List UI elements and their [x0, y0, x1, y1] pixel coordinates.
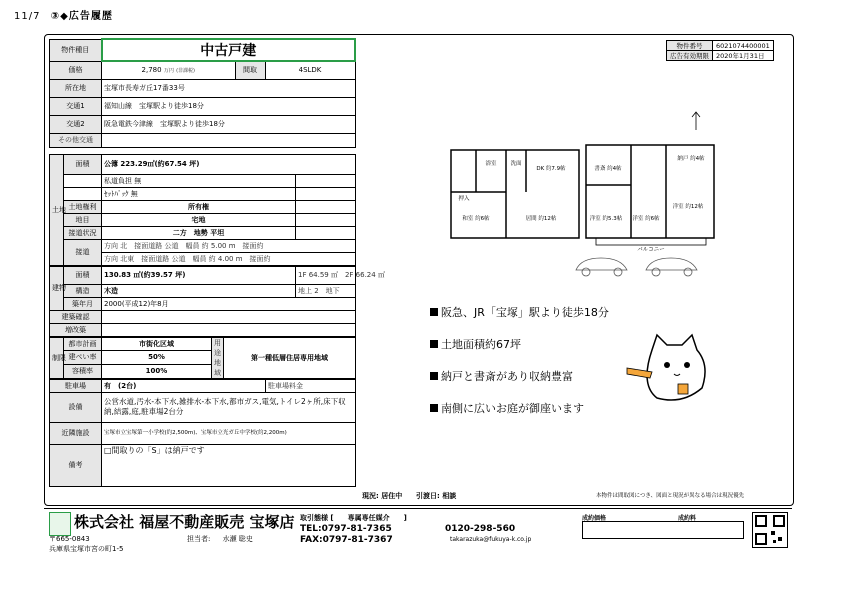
- far: 100%: [102, 364, 212, 378]
- structure: 木造: [102, 284, 296, 297]
- floors: 地上 2 地下: [296, 284, 356, 297]
- expiry-label: 広告有効期限: [667, 51, 713, 61]
- postal: 〒665-0843: [49, 535, 90, 543]
- price-label: 価格: [50, 61, 102, 79]
- feature-1: [430, 304, 609, 320]
- room-washitsu: 和室 約6帖: [462, 216, 490, 222]
- road1: 方向 北 接面道路 公道 幅員 約 5.00 m 接面約: [102, 239, 356, 252]
- email: takarazuka@fukuya-k.co.jp: [450, 536, 532, 543]
- page-title: ③◆広告履歴: [50, 11, 113, 22]
- confirm-label: 建築確認: [50, 310, 102, 323]
- land-area: 公簿 223.29㎡(約67.54 坪): [102, 154, 356, 174]
- status-current: 現況: 居住中: [362, 492, 403, 500]
- urban: 市街化区域: [102, 337, 212, 351]
- status-handover: 引渡日: 相談: [416, 492, 457, 500]
- private-road: 私道負担 無: [102, 174, 296, 187]
- land-section: 土地: [50, 154, 64, 265]
- land-category-label: 地目: [64, 213, 102, 226]
- room-wash: 洗面: [510, 161, 522, 167]
- room-dk: DK 約7.9帖: [536, 166, 566, 172]
- expiry: 2020年1月31日: [713, 51, 774, 61]
- layout-label: 間取: [235, 61, 265, 79]
- feature-text: 土地面積約67坪: [441, 338, 521, 351]
- built: 2000(平成12)年8月: [102, 297, 356, 310]
- land-category: 宅地: [102, 213, 296, 226]
- room-western1: 洋室 約5.3帖: [589, 216, 623, 222]
- far-label: 容積率: [64, 364, 102, 378]
- transport2-label: 交通2: [50, 115, 102, 133]
- road-status: 二方: [172, 228, 187, 237]
- commission-label: 成約価格: [582, 515, 607, 522]
- cat-mascot-icon: [622, 330, 718, 408]
- feature-text: 納戸と書斎があり収納豊富: [441, 370, 573, 383]
- renovation-label: 増改築: [50, 323, 102, 336]
- address-label: 所在地: [50, 79, 102, 97]
- room-living: 居間 約12帖: [525, 216, 557, 222]
- land-right: 所有権: [102, 200, 296, 213]
- room-storage: 納戸 約4帖: [677, 156, 705, 162]
- company-name: 株式会社 福屋不動産販売 宝塚店: [74, 513, 295, 531]
- zone-label: 用途地域: [212, 337, 224, 378]
- type-label: 物件種目: [50, 39, 102, 61]
- bldg-area-label: 面積: [64, 266, 102, 284]
- built-label: 築年月: [64, 297, 102, 310]
- road-label: 接道: [64, 239, 102, 265]
- zone: 第一種低層住居専用地域: [224, 337, 356, 378]
- road2: 方向 北東 接面道路 公道 幅員 約 4.00 m 接面約: [102, 252, 356, 265]
- page-header: [14, 7, 113, 22]
- address: 宝塚市長寿ガ丘17番33号: [102, 79, 356, 97]
- company-logo-icon: [49, 512, 71, 536]
- parking-label: 駐車場: [50, 379, 102, 392]
- free-dial: 0120-298-560: [445, 524, 516, 534]
- land-area-label: 面積: [64, 154, 102, 174]
- room-western3: 洋室 約12帖: [672, 204, 704, 210]
- tel: TEL:0797-81-7365: [300, 524, 392, 534]
- floor-plan: [446, 100, 736, 290]
- structure-label: 構造: [64, 284, 102, 297]
- facilities-label: 設備: [50, 392, 102, 422]
- transport1-label: 交通1: [50, 97, 102, 115]
- deal-label: 取引態様: [300, 514, 328, 522]
- bldg-area: 130.83 ㎡(約39.57 坪): [102, 266, 296, 284]
- property-type: 中古戸建: [102, 39, 356, 61]
- coverage: 50%: [102, 351, 212, 365]
- fee-table: [582, 521, 744, 539]
- price: 2,780: [141, 66, 162, 75]
- fax: FAX:0797-81-7367: [300, 535, 393, 545]
- feature-text: 南側に広いお庭が御座います: [441, 402, 584, 415]
- room-bath: 浴室: [485, 161, 497, 167]
- layout: 4SLDK: [265, 61, 355, 79]
- feature-4: [430, 400, 584, 416]
- qr-code-icon: [752, 512, 788, 548]
- page-number: 11/7: [14, 11, 41, 22]
- urban-label: 都市計画: [64, 337, 102, 351]
- property-id: 6021074400001: [713, 41, 774, 51]
- remarks: □間取りの「S」は納戸です: [102, 444, 356, 486]
- parking: 有 (2台): [102, 379, 266, 392]
- topo-label: 地勢: [193, 228, 208, 237]
- room-balcony: バルコニー: [637, 247, 665, 253]
- id-label: 物件番号: [667, 41, 713, 51]
- transport2: 阪急電鉄今津線 宝塚駅より徒歩18分: [102, 115, 356, 133]
- feature-text: 阪急、JR「宝塚」駅より徒歩18分: [441, 306, 609, 319]
- room-western2: 洋室 約6帖: [632, 216, 660, 222]
- meta-table: [666, 40, 774, 61]
- facilities: 公営水道,汚水-本下水,雑排水-本下水,都市ガス,電気,トイレ2ヶ所,床下収納,結露,庭,駐車場2台分: [102, 392, 356, 422]
- person-label: 担当者:: [187, 535, 211, 543]
- land-right-label: 土地権利: [64, 200, 102, 213]
- restriction-section: 制限: [50, 337, 64, 378]
- other-transport-label: その他交通: [50, 133, 102, 147]
- setback: ｾｯﾄﾊﾞｯｸ 無: [102, 187, 296, 200]
- company-address: 兵庫県宝塚市宮の町1-5: [49, 545, 124, 553]
- tax-note: (非課税): [176, 68, 195, 75]
- schools-label: 近隣施設: [50, 422, 102, 444]
- transport1: 福知山線 宝塚駅より徒歩18分: [102, 97, 356, 115]
- room-closet: 押入: [458, 196, 470, 202]
- notes: 本物件は間取図につき、図面と現況が異なる場合は現況優先: [596, 493, 745, 499]
- feature-2: [430, 336, 521, 352]
- floor-areas: 1F 64.59 ㎡ 2F 66.24 ㎡: [296, 266, 356, 284]
- building-section: 建物: [50, 266, 64, 310]
- remarks-label: 備考: [50, 444, 102, 486]
- parking-note: 駐車場料金: [266, 379, 356, 392]
- topo: 平坦: [210, 228, 225, 237]
- room-study: 書斎 約4帖: [594, 166, 622, 172]
- price-unit: 万円: [163, 68, 174, 75]
- property-info: [49, 38, 385, 487]
- road-status-label: 接道状況: [64, 226, 102, 239]
- fee-label: 成約料: [678, 515, 697, 522]
- deal: 専属専任媒介: [347, 514, 390, 522]
- coverage-label: 建ぺい率: [64, 351, 102, 365]
- schools: 宝塚市立宝塚第一小学校(約2,500m)、宝塚市立光ガ丘中学校(約2,200m): [102, 422, 356, 444]
- person: 水瀬 聡史: [222, 535, 253, 543]
- feature-3: [430, 368, 573, 384]
